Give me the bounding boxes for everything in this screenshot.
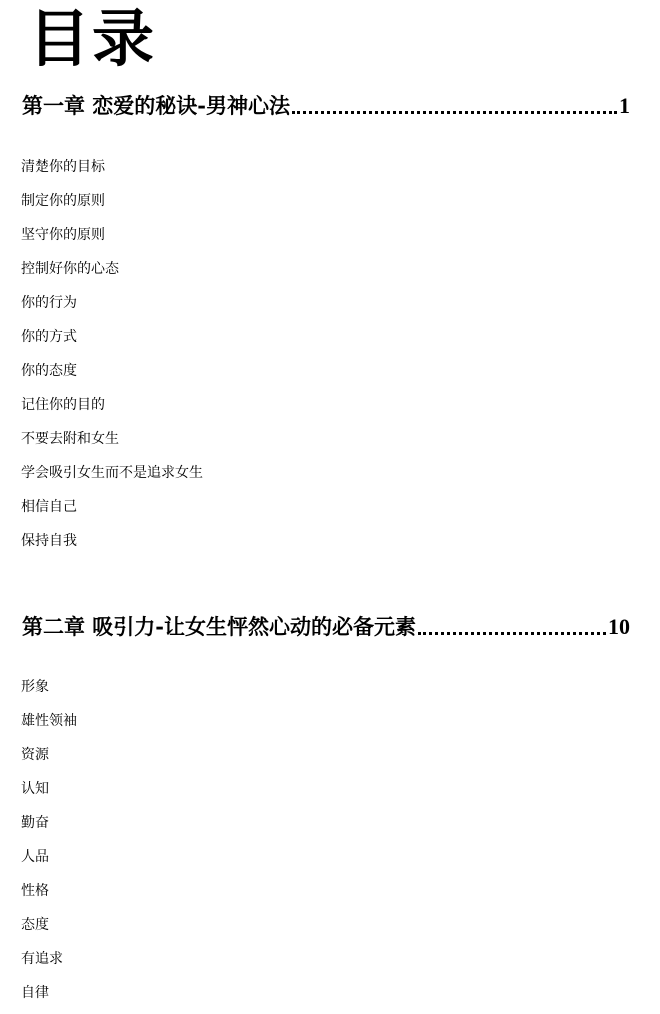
section-item[interactable]: 雄性领袖 xyxy=(21,713,77,729)
dot-leader xyxy=(418,631,606,635)
chapter-page-number: 1 xyxy=(619,93,630,118)
section-item[interactable]: 控制好你的心态 xyxy=(21,261,119,277)
section-item[interactable]: 你的方式 xyxy=(21,329,77,345)
chapter-2-section-list xyxy=(21,670,77,1010)
section-item[interactable]: 形象 xyxy=(21,679,49,695)
section-item[interactable]: 记住你的目的 xyxy=(21,397,105,413)
section-item[interactable]: 你的态度 xyxy=(21,363,77,379)
section-item[interactable]: 人品 xyxy=(21,849,49,865)
section-item[interactable]: 不要去附和女生 xyxy=(21,431,119,447)
section-item[interactable]: 性格 xyxy=(21,883,49,899)
section-item[interactable]: 相信自己 xyxy=(21,499,77,515)
section-item[interactable]: 保持自我 xyxy=(21,533,77,549)
chapter-title: 第二章 吸引力-让女生怦然心动的必备元素 xyxy=(22,614,417,639)
section-item[interactable]: 态度 xyxy=(21,917,49,933)
chapter-1-heading[interactable] xyxy=(22,92,630,120)
section-item[interactable]: 资源 xyxy=(21,747,49,763)
section-item[interactable]: 学会吸引女生而不是追求女生 xyxy=(21,465,203,481)
section-item[interactable]: 勤奋 xyxy=(21,815,49,831)
dot-leader xyxy=(292,110,617,114)
chapter-1-section-list xyxy=(21,150,203,558)
section-item[interactable]: 有追求 xyxy=(21,951,63,967)
chapter-2-heading[interactable] xyxy=(22,613,630,641)
section-item[interactable]: 你的行为 xyxy=(21,295,77,311)
chapter-title: 第一章 恋爱的秘诀-男神心法 xyxy=(22,93,291,118)
section-item[interactable]: 自律 xyxy=(21,985,49,1001)
chapter-page-number: 10 xyxy=(608,614,630,639)
section-item[interactable]: 认知 xyxy=(21,781,49,797)
section-item[interactable]: 制定你的原则 xyxy=(21,193,105,209)
toc-title: 目录 xyxy=(28,2,157,75)
section-item[interactable]: 清楚你的目标 xyxy=(21,159,105,175)
section-item[interactable]: 坚守你的原则 xyxy=(21,227,105,243)
